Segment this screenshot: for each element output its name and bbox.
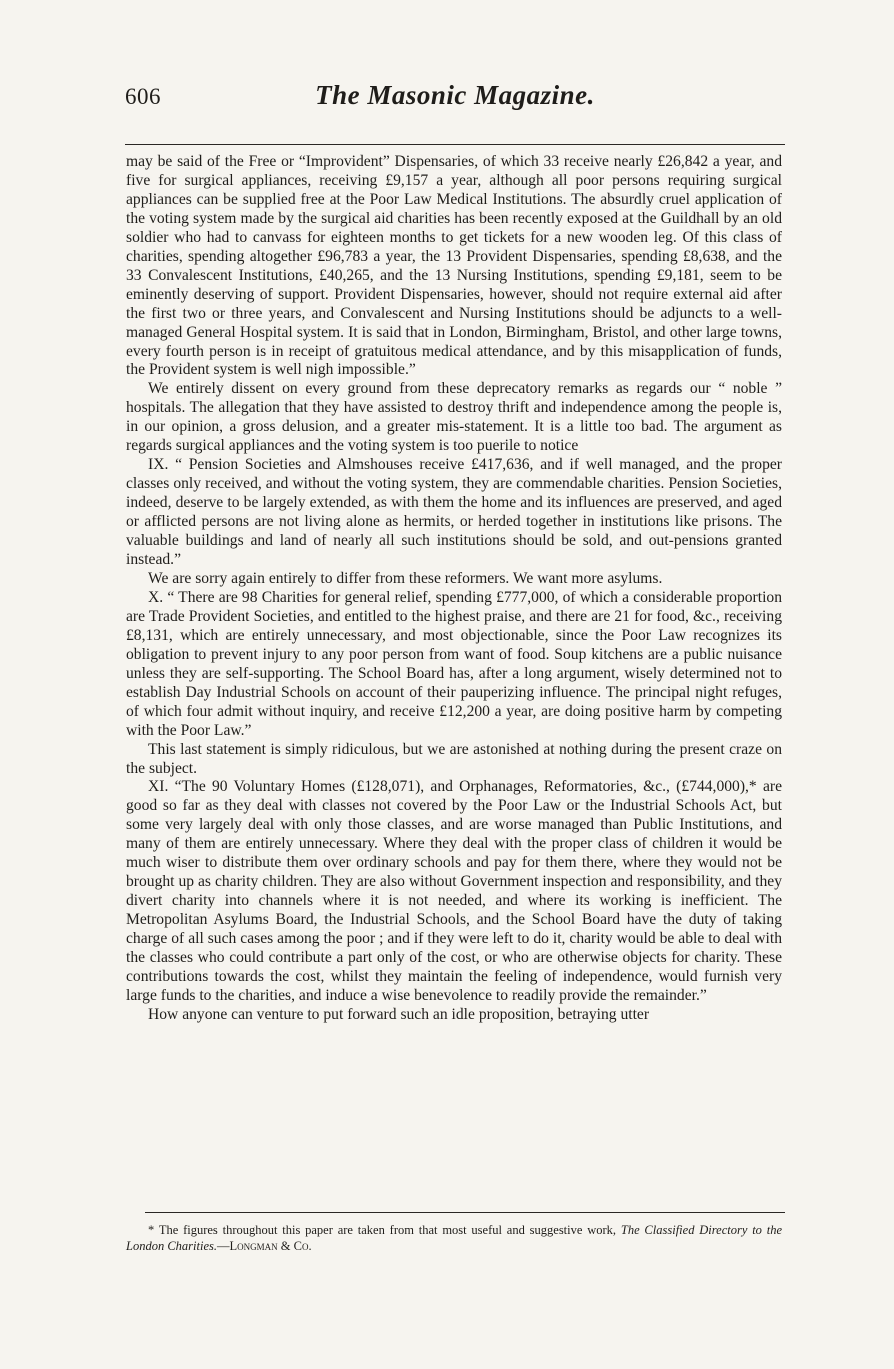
footnote: [126, 1222, 782, 1254]
page-number: 606: [125, 84, 161, 109]
running-title: The Masonic Magazine.: [315, 80, 595, 110]
paragraph: IX. “ Pension Societies and Almshouses receive £417,636, and if well managed, and the proper classes only received, and without the voting system, they are commendable charities. Pension Societies, indeed, deserve to be largely extended, as with them the home and its influences are preserved, and aged or afflicted persons are not living alone as hermits, or herded together in institutions like prisons. The valuable buildings and land of nearly all such institutions should be sold, and out-pensions granted instead.”: [126, 456, 782, 569]
paragraph: X. “ There are 98 Charities for general relief, spending £777,000, of which a considerable proportion are Trade Provident Societies, and entitled to the highest praise, and there are 21 for food, &c., receiving £8,131, which are entirely unnecessary, and most objectionable, since the Poor Law recognizes its obligation to prevent injury to any poor person from want of food. Soup kitchens are a public nuisance unless they are self-supporting. The School Board has, after a long argument, wisely determined not to establish Day Industrial Schools on account of their pauperizing influence. The principal night refuges, of which four admit without inquiry, and receive £12,200 a year, are doing positive harm by competing with the Poor Law.”: [126, 588, 782, 739]
paragraph: We are sorry again entirely to differ from these reformers. We want more asylums.: [148, 569, 663, 587]
paragraph: How anyone can venture to put forward such an idle proposition, betraying utter: [148, 1005, 650, 1023]
footnote-rule: [145, 1212, 785, 1213]
article-body: [126, 153, 782, 1025]
header-rule: [125, 144, 785, 145]
paragraph: may be said of the Free or “Improvident” Dispensaries, of which 33 receive nearly £26,842 a year, and five for surgical appliances, receiving £9,157 a year, although all poor persons requiring surgical appliances can be supplied free at the Poor Law Medical Institutions. The absurdly cruel application of the voting system made by the surgical aid charities has been recently exposed at the Guildhall by an old soldier who had to canvass for eighteen months to get tickets for a new wooden leg. Of this class of charities, spending altogether £96,783 a year, the 13 Provident Dispensaries, spending £8,638, and the 33 Convalescent Institutions, £40,265, and the 13 Nursing Institutions, spending £9,181, seem to be eminently deserving of support. Provident Dispensaries, however, should not require external aid after the first two or three years, and Convalescent and Nursing Institutions should be adjuncts to a well-managed General Hospital system. It is said that in London, Birmingham, Bristol, and other large towns, every fourth person is in receipt of gratuitous medical attendance, and by this misapplication of funds, the Provident system is well nigh impossible.”: [126, 153, 782, 379]
paragraph: XI. “The 90 Voluntary Homes (£128,071), and Orphanages, Reformatories, &c., (£744,000),* are good so far as they deal with classes not covered by the Poor Law or the Industrial Schools Act, but some very largely deal with only those classes, and are worse managed than Public Institutions, and many of them are entirely unnecessary. Where they deal with the proper class of children it would be much wiser to distribute them over ordinary schools and pay for them there, where they would not be brought up as charity children. They are also without Government inspection and responsibility, and they divert charity into channels where it is not needed, and where its working is inefficient. The Metropolitan Asylums Board, the Industrial Schools, and the School Board have the duty of taking charge of all such cases among the poor ; and if they were left to do it, charity would be able to deal with the classes who could contribute a part only of the cost, or who are otherwise objects for charity. These contributions towards the cost, whilst they maintain the feeling of independence, would furnish very large funds to the charities, and induce a wise benevolence to readily provide the remainder.”: [126, 778, 782, 1004]
page-header: [125, 80, 785, 120]
paragraph: This last statement is simply ridiculous, but we are astonished at nothing during the present craze on the subject.: [126, 740, 782, 777]
footnote-publisher: —Longman & Co.: [217, 1239, 312, 1253]
footnote-text: * The figures throughout this paper are taken from that most useful and suggestive work,: [148, 1223, 617, 1237]
paragraph: We entirely dissent on every ground from these deprecatory remarks as regards our “ noble ” hospitals. The allegation that they have assisted to destroy thrift and independence among the people is, in our opinion, a gross delusion, and a greater mis-statement. It is a little too bad. The argument as regards surgical appliances and the voting system is too puerile to notice: [126, 380, 782, 455]
footnote-work-title: The Classified Directory to the London Charities.: [126, 1223, 782, 1253]
